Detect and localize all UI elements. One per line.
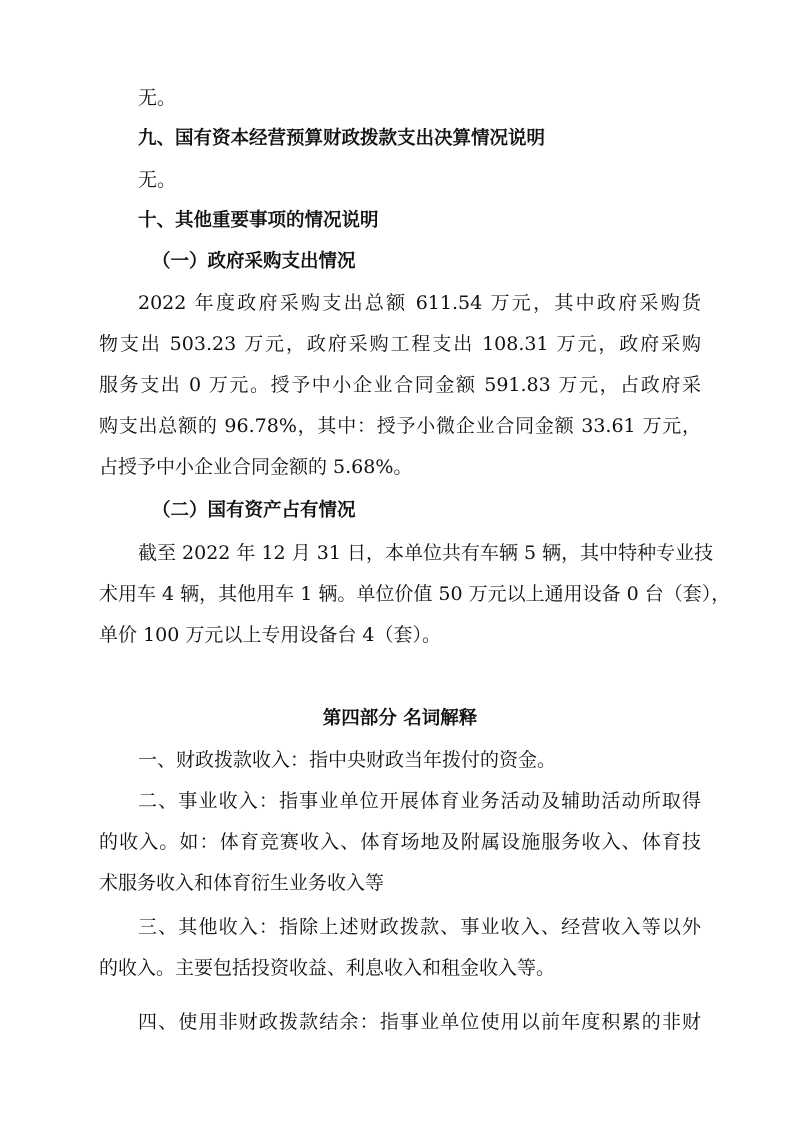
section-heading: 九、国有资本经营预算财政拨款支出决算情况说明 — [138, 128, 546, 149]
paragraph-line: 无。 — [138, 169, 177, 191]
subsection-heading: （一）政府采购支出情况 — [152, 251, 356, 272]
paragraph-line: 服务支出 0 万元。授予中小企业合同金额 591.83 万元，占政府采 — [99, 374, 701, 396]
paragraph-line: 截至 2022 年 12 月 31 日，本单位共有车辆 5 辆，其中特种专业技 — [138, 542, 714, 564]
paragraph-line: 单价 100 万元以上专用设备台 4（套）。 — [99, 624, 441, 646]
paragraph-line: 二、事业收入：指事业单位开展体育业务活动及辅助活动所取得 — [138, 790, 701, 812]
paragraph-line: 一、财政拨款收入：指中央财政当年拨付的资金。 — [138, 749, 557, 771]
paragraph-line: 术服务收入和体育衍生业务收入等 — [99, 872, 385, 894]
part-title: 第四部分 名词解释 — [322, 708, 478, 729]
paragraph-line: 购支出总额的 96.78%，其中：授予小微企业合同金额 33.61 万元， — [99, 415, 701, 437]
paragraph-line: 的收入。主要包括投资收益、利息收入和租金收入等。 — [99, 957, 556, 979]
subsection-heading: （二）国有资产占有情况 — [152, 500, 356, 521]
paragraph-line: 的收入。如：体育竞赛收入、体育场地及附属设施服务收入、体育技 — [99, 831, 701, 853]
paragraph-line: 无。 — [138, 87, 177, 109]
paragraph-line: 术用车 4 辆，其他用车 1 辆。单位价值 50 万元以上通用设备 0 台（套）， — [99, 583, 731, 605]
paragraph-line: 物支出 503.23 万元，政府采购工程支出 108.31 万元，政府采购 — [99, 333, 701, 355]
paragraph-line: 四、使用非财政拨款结余：指事业单位使用以前年度积累的非财 — [138, 1011, 701, 1033]
paragraph-line: 占授予中小企业合同金额的 5.68%。 — [99, 456, 413, 478]
paragraph-line: 三、其他收入：指除上述财政拨款、事业收入、经营收入等以外 — [138, 916, 701, 938]
paragraph-line: 2022 年度政府采购支出总额 611.54 万元，其中政府采购货 — [138, 292, 701, 314]
section-heading: 十、其他重要事项的情况说明 — [138, 210, 379, 231]
